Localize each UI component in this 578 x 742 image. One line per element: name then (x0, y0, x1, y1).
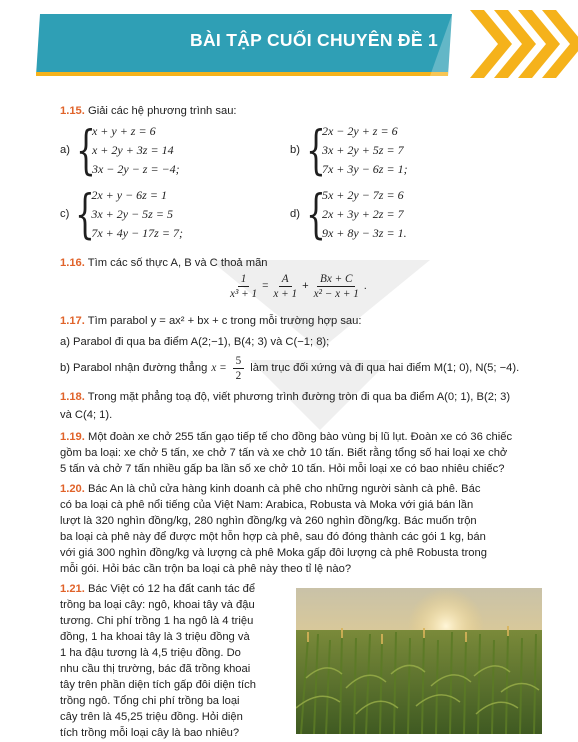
exercise-number: 1.17. (60, 315, 85, 327)
text-span: b) Parabol nhận đường thẳng (60, 361, 208, 374)
exercise-text: Tìm các số thực A, B và C thoả mãn (87, 257, 268, 269)
exercise-1-20-line (60, 482, 540, 498)
exercise-1-20-line: mỗi gói. Hỏi bác cần trộn ba loại cà phê này theo tỉ lệ nào? (60, 563, 352, 575)
equation: 5x + 2y − 7z = 6 (321, 188, 404, 202)
exercise-1-19-line: 5 tấn và chở 7 tấn nhiều gấp ba lần số xe chở 10 tấn. Hỏi mỗi loại xe có bao nhiêu chiếc? (60, 463, 505, 475)
exercise-1-21-line: trồng ngô. Tổng chi phí trồng ba loại (60, 695, 240, 707)
equation: 7x + 4y − 17z = 7; (91, 226, 183, 240)
exercise-1-16-prompt (60, 256, 540, 272)
equation: 2x + y − 6z = 1 (91, 188, 167, 202)
identity-formula (225, 272, 525, 301)
fraction-numerator: 5 (233, 354, 245, 369)
exercise-1-21-line: nhu cầu thị trường, bác đã trồng khoai (60, 663, 251, 675)
cornfield-image (296, 588, 542, 734)
brace-icon: { (305, 184, 326, 245)
equation: 3x − 2y − z = −4; (91, 162, 180, 176)
exercise-text: Giải các hệ phương trình sau: (88, 105, 237, 117)
brace-icon: { (75, 120, 96, 181)
exercise-1-20-line: có ba loại cà phê nổi tiếng của Việt Nam: Arabica, Robusta và Moka với giá bán lần (60, 499, 474, 511)
exercise-number: 1.18. (60, 391, 85, 403)
exercise-1-20-line: với giá 300 nghìn đồng/kg và lượng cà phê Moka gấp đôi lượng cà phê Robusta trong (60, 547, 487, 559)
equation: x + 2y + 3z = 14 (91, 143, 174, 157)
exercise-1-21-line (60, 582, 295, 598)
chapter-banner (0, 0, 578, 78)
cornfield-photo (296, 588, 542, 734)
equation: 2x − 2y + z = 6 (321, 124, 398, 138)
exercise-1-21-line: tích trồng mỗi loại cây là bao nhiêu? (60, 727, 240, 739)
equation: x + y + z = 6 (91, 124, 156, 138)
exercise-number: 1.20. (60, 483, 85, 495)
equation: 9x + 8y − 3z = 1. (321, 226, 407, 240)
page-title: BÀI TẬP CUỐI CHUYÊN ĐỀ 1 (190, 30, 439, 50)
brace-icon: { (75, 184, 96, 245)
equation: 3x + 2y + 5z = 7 (321, 143, 404, 157)
exercise-1-18-line: và C(4; 1). (60, 409, 113, 421)
system-d (290, 186, 407, 243)
system-label: b) (290, 143, 300, 156)
exercise-1-21-line: 1 ha đậu tương là 4,5 triệu đồng. Do (60, 647, 241, 659)
exercise-text: Trong mặt phẳng toạ độ, viết phương trình đường tròn đi qua ba điểm A(0; 1), B(2; 3) (87, 391, 511, 403)
fraction-numerator: Bx + C (317, 272, 355, 287)
exercise-1-21-line: đồng, 1 ha khoai tây là 3 triệu đồng và (60, 631, 250, 643)
exercise-1-21-line: tương. Chi phí trồng 1 ha ngô là 4 triệu (60, 615, 254, 627)
exercise-number: 1.21. (60, 583, 85, 595)
system-label: a) (60, 143, 70, 156)
period: . (363, 279, 367, 292)
exercise-1-19-line: gồm ba loại: xe chở 5 tấn, xe chở 7 tấn và xe chở 10 tấn. Biết rằng tổng số hai loại xe chở (60, 447, 508, 459)
exercise-text: Một đoàn xe chở 255 tấn gạo tiếp tế cho đồng bào vùng bị lũ lụt. Đoàn xe có 36 chiếc (88, 431, 513, 443)
exercise-number: 1.16. (60, 257, 85, 269)
fraction-denominator: x² − x + 1 (313, 288, 359, 300)
exercise-1-21-line: trồng ba loại cây: ngô, khoai tây và đậu (60, 599, 255, 611)
fraction-numerator: 1 (238, 272, 250, 287)
exercise-number: 1.15. (60, 105, 85, 117)
system-label: d) (290, 207, 300, 220)
exercise-text: Bác An là chủ cửa hàng kinh doanh cà phê cho những người sành cà phê. Bác (88, 483, 481, 495)
fraction-denominator: x + 1 (273, 288, 298, 300)
system-label: c) (60, 207, 70, 220)
equation: 2x + 3y + 2z = 7 (321, 207, 404, 221)
exercise-1-20-line: ba loại cà phê này để được một hỗn hợp cà phê, sau đó đóng thành các gói 1 kg, bán (60, 531, 486, 543)
fraction-denominator: x³ + 1 (230, 288, 258, 300)
exercise-text: Bác Việt có 12 ha đất canh tác để (88, 583, 256, 595)
fraction-numerator: A (279, 272, 292, 287)
exercise-1-21-line: tây trên phần diện tích gấp đôi diện tích (60, 679, 256, 691)
exercise-1-20-line: lượt là 320 nghìn đồng/kg, 280 nghìn đồng/kg và 260 nghìn đồng/kg. Bác muốn trộn (60, 515, 477, 527)
exercise-1-15-prompt (60, 104, 540, 120)
equation: 7x + 3y − 6z = 1; (321, 162, 408, 176)
exercise-1-17-a: a) Parabol đi qua ba điểm A(2;−1), B(4; 3) và C(−1; 8); (60, 336, 330, 348)
math-expression: x = (211, 361, 227, 374)
exercise-1-18-line (60, 390, 540, 406)
exercise-1-19-line (60, 430, 540, 446)
system-b (290, 122, 408, 179)
equation: 3x + 2y − 5z = 5 (91, 207, 173, 221)
equals-sign: = (262, 279, 269, 292)
exercise-text: Tìm parabol y = ax² + bx + c trong mỗi trường hợp sau: (87, 315, 362, 327)
exercise-1-21-line: cây trên là 45,25 triệu đồng. Hỏi diện (60, 711, 243, 723)
brace-icon: { (305, 120, 326, 181)
exercise-1-17-prompt (60, 314, 540, 330)
fraction-denominator: 2 (235, 370, 242, 382)
system-c (60, 186, 183, 243)
exercise-number: 1.19. (60, 431, 85, 443)
plus-sign: + (302, 279, 309, 292)
system-a (60, 122, 180, 179)
exercise-1-17-b (60, 354, 540, 383)
chevron-decoration-icon (470, 10, 578, 78)
text-span: làm trục đối xứng và đi qua hai điểm M(1; 0), N(5; −4). (250, 361, 520, 374)
